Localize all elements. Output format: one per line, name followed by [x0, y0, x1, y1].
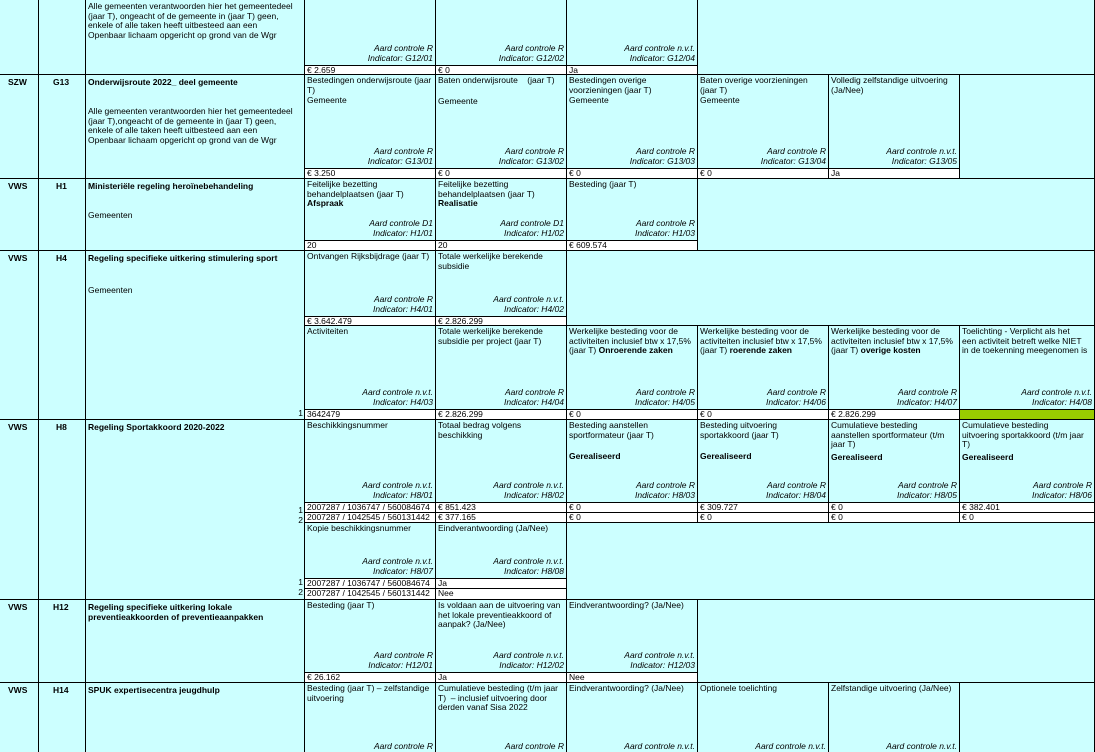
indicator-cell-h8-02 — [436, 420, 567, 503]
indicator-label: Totale werkelijke berekende subsidie per project (jaar T) — [438, 326, 543, 346]
indicator-code: Indicator: H8/01 — [372, 489, 433, 500]
value-field-h8-02-2[interactable]: € 377.165 — [436, 513, 567, 523]
indicator-code: Indicator: H4/06 — [765, 396, 826, 407]
indicator-cell-h4-06 — [698, 326, 829, 410]
value-field-h8-02-1[interactable]: € 851.423 — [436, 503, 567, 513]
control-type: Aard controle R — [766, 387, 826, 397]
indicator-cell-h14-04 — [698, 683, 829, 752]
indicator-label: Baten onderwijsroute (jaar T) — [438, 75, 555, 85]
indicator-cell-h8-07 — [305, 523, 436, 579]
control-type: Aard controle D1 — [500, 218, 564, 228]
control-type: Aard controle R — [897, 387, 957, 397]
control-type: Aard controle n.v.t. — [624, 650, 695, 660]
department-label: VWS — [8, 422, 28, 432]
indicator-code: Indicator: H4/05 — [634, 396, 695, 407]
indicator-code: Indicator: H8/05 — [896, 489, 957, 500]
indicator-cell-g12-04 — [567, 0, 698, 66]
value-field-h8-01-2[interactable]: 2007287 / 1042545 / 560131442 — [305, 513, 436, 523]
value-field-h4-04[interactable]: € 2.826.299 — [436, 410, 567, 420]
indicator-sublabel: Gerealiseerd — [962, 451, 1014, 462]
control-type: Aard controle R — [504, 740, 564, 751]
value-field-h4-07[interactable]: € 2.826.299 — [829, 410, 960, 420]
control-type: Aard controle R — [373, 294, 433, 304]
value-field-h8-07-1[interactable]: 2007287 / 1036747 / 560084674 — [305, 579, 436, 589]
indicator-cell-h4-02 — [436, 251, 567, 317]
value-field-h8-03-2[interactable]: € 0 — [567, 513, 698, 523]
indicator-code: Indicator: G13/05 — [891, 155, 957, 166]
indicator-label: Werkelijke besteding voor de activiteiten inclusief btw x 17,5% (jaar T) — [569, 326, 691, 355]
value-field-g13-01[interactable]: € 3.250 — [305, 169, 436, 179]
indicator-code: Indicator: H1/01 — [372, 227, 433, 238]
value-field-h8-03-1[interactable]: € 0 — [567, 503, 698, 513]
indicator-cell-g13-05 — [829, 75, 960, 169]
control-type: Aard controle n.v.t. — [493, 650, 564, 660]
indicator-sublabel: overige kosten — [860, 345, 921, 355]
indicator-sublabel: Onroerende zaken — [598, 345, 673, 355]
row-index: 1 — [298, 505, 303, 515]
control-type: Aard controle R — [373, 43, 433, 53]
code-cell — [39, 420, 86, 600]
value-field-h1-03[interactable]: € 609.574 — [567, 241, 698, 251]
title-cell — [86, 420, 305, 600]
value-field-h8-08-1[interactable]: Ja — [436, 579, 567, 589]
dep-cell — [0, 683, 39, 752]
value-field-h8-06-1[interactable]: € 382.401 — [960, 503, 1095, 513]
indicator-cell-h14-05 — [829, 683, 960, 752]
value-field-h8-05-2[interactable]: € 0 — [829, 513, 960, 523]
indicator-label: Besteding (jaar T) — [569, 179, 637, 189]
indicator-label: Toelichting - Verplicht als het een activiteit betreft welke NIET in de toekenning meegenomen is — [962, 326, 1088, 355]
indicator-label: Cumulatieve besteding (t/m jaar T) – inclusief uitvoering door derden vanaf Sisa 2022 — [438, 683, 559, 712]
empty-cell — [567, 251, 1095, 326]
value-field-g12-01[interactable]: € 2.659 — [305, 66, 436, 75]
regulation-description: Alle gemeenten verantwoorden hier het gemeentedeel (jaar T), ongeacht of de gemeente in (jaar T) geen, enkele of alle taken heeft uitbesteed aan een Openbaar lichaam opgericht op grond van de Wgr — [88, 1, 293, 40]
dep-cell — [0, 251, 39, 420]
control-type: Aard controle R — [635, 218, 695, 228]
indicator-sublabel: Gemeente — [569, 95, 609, 105]
control-type: Aard controle n.v.t. — [624, 43, 695, 53]
value-field-h4-08[interactable] — [960, 410, 1095, 420]
indicator-code: Indicator: H8/06 — [1031, 489, 1092, 500]
value-field-h4-01[interactable]: € 3.642.479 — [305, 317, 436, 326]
title-cell — [86, 251, 305, 420]
indicator-code: Indicator: G12/01 — [367, 52, 433, 63]
indicator-sublabel: Afspraak — [307, 198, 344, 208]
indicator-cell-h8-05 — [829, 420, 960, 503]
indicator-label: Ontvangen Rijksbijdrage (jaar T) — [307, 251, 430, 261]
indicator-label: Werkelijke besteding voor de activiteiten inclusief btw x 17,5% (jaar T) — [700, 326, 822, 355]
indicator-sublabel: Gerealiseerd — [569, 451, 621, 461]
indicator-label: Feitelijke bezetting behandelplaatsen (jaar T) — [438, 179, 535, 199]
value-field-h8-04-2[interactable]: € 0 — [698, 513, 829, 523]
value-field-h8-07-2[interactable]: 2007287 / 1042545 / 560131442 — [305, 589, 436, 600]
empty-cell — [698, 600, 1095, 683]
indicator-code: Indicator: H4/03 — [372, 396, 433, 407]
empty-cell — [960, 75, 1095, 179]
regulation-description: Alle gemeenten verantwoorden hier het gemeentedeel (jaar T),ongeacht of de gemeente in (jaar T) geen, enkele of alle taken heeft uitbesteed aan een Openbaar lichaam opgericht op grond van de Wgr — [88, 106, 293, 145]
control-type: Aard controle R — [635, 146, 695, 156]
indicator-label: Besteding (jaar T) – zelfstandige uitvoering — [307, 683, 430, 703]
indicator-cell-h14-02 — [436, 683, 567, 752]
indicator-cell-g13-03 — [567, 75, 698, 169]
indicator-sublabel: Gemeente — [438, 95, 478, 106]
control-type: Aard controle n.v.t. — [1021, 387, 1092, 397]
indicator-cell-h4-03 — [305, 326, 436, 410]
indicator-sublabel: roerende zaken — [729, 345, 792, 355]
indicator-code: Indicator: H8/02 — [503, 489, 564, 500]
indicator-label: Volledig zelfstandige uitvoering (Ja/Nee) — [831, 75, 948, 95]
value-field-h8-08-2[interactable]: Nee — [436, 589, 567, 600]
row-index: 2 — [298, 515, 303, 525]
indicator-code: Indicator: H12/01 — [368, 659, 433, 670]
regulation-title: SPUK expertisecentra jeugdhulp — [88, 685, 220, 695]
control-type: Aard controle n.v.t. — [362, 387, 433, 397]
value-field-h12-03[interactable]: Nee — [567, 673, 698, 683]
value-field-h12-02[interactable]: Ja — [436, 673, 567, 683]
row-index: 2 — [298, 587, 303, 597]
control-type: Aard controle R — [897, 480, 957, 490]
value-field-h8-01-1[interactable]: 2007287 / 1036747 / 560084674 — [305, 503, 436, 513]
indicator-code: Indicator: G12/04 — [629, 52, 695, 63]
control-type: Aard controle n.v.t. — [493, 556, 564, 566]
indicator-code: Indicator: H4/08 — [1031, 396, 1092, 407]
indicator-label: Bestedingen onderwijsroute (jaar T) — [307, 75, 432, 95]
value-field-h8-05-1[interactable]: € 0 — [829, 503, 960, 513]
value-field-h8-04-1[interactable]: € 309.727 — [698, 503, 829, 513]
dep-cell — [0, 75, 39, 179]
indicator-label: Is voldaan aan de uitvoering van het lokale preventieakkoord of aanpak? (Ja/Nee) — [438, 600, 561, 629]
indicator-cell-g13-01 — [305, 75, 436, 169]
value-field-h4-03[interactable]: 3642479 — [305, 410, 436, 420]
indicator-label: Feitelijke bezetting behandelplaatsen (jaar T) — [307, 179, 404, 199]
control-type: Aard controle n.v.t. — [755, 740, 826, 751]
indicator-label: Eindverantwoording? (Ja/Nee) — [569, 683, 684, 693]
title-cell — [86, 179, 305, 251]
indicator-cell-h8-06 — [960, 420, 1095, 503]
indicator-label: Cumulatieve besteding uitvoering sportakkoord (t/m jaar T) — [962, 420, 1084, 449]
control-type: Aard controle R — [373, 146, 433, 156]
indicator-code: Indicator: G13/03 — [629, 155, 695, 166]
indicator-label: Optionele toelichting — [700, 683, 778, 693]
department-label: VWS — [8, 685, 28, 695]
regulation-title: Regeling specifieke uitkering lokale preventieakkoorden of preventieaanpakken — [88, 602, 264, 622]
value-field-g13-05[interactable]: Ja — [829, 169, 960, 179]
dep-cell — [0, 420, 39, 600]
indicator-sublabel: Gerealiseerd — [700, 451, 752, 461]
empty-cell — [960, 683, 1095, 752]
code-cell — [39, 0, 86, 75]
regulation-code: H4 — [56, 253, 67, 263]
title-cell — [86, 683, 305, 752]
control-type: Aard controle n.v.t. — [624, 740, 695, 751]
regulation-code: G13 — [53, 77, 70, 87]
indicator-sublabel: Realisatie — [438, 198, 478, 208]
indicator-label: Activiteiten — [307, 326, 349, 336]
code-cell — [39, 75, 86, 179]
dep-cell — [0, 0, 39, 75]
control-type: Aard controle R — [504, 387, 564, 397]
code-cell — [39, 683, 86, 752]
indicator-code: Indicator: H1/02 — [503, 227, 564, 238]
indicator-cell-h1-01 — [305, 179, 436, 241]
indicator-code: Indicator: G13/02 — [498, 155, 564, 166]
department-label: VWS — [8, 602, 28, 612]
control-type: Aard controle R — [373, 740, 433, 751]
indicator-code: Indicator: G13/01 — [367, 155, 433, 166]
regulation-title: Ministeriële regeling heroïnebehandeling — [88, 181, 254, 191]
value-field-g12-02[interactable]: € 0 — [436, 66, 567, 75]
indicator-cell-h14-01 — [305, 683, 436, 752]
empty-cell — [698, 0, 1095, 75]
control-type: Aard controle R — [766, 146, 826, 156]
indicator-cell-h8-04 — [698, 420, 829, 503]
indicator-cell-h1-02 — [436, 179, 567, 241]
row-index: 1 — [298, 408, 303, 418]
indicator-cell-h12-02 — [436, 600, 567, 673]
control-type: Aard controle R — [504, 146, 564, 156]
value-field-g13-03[interactable]: € 0 — [567, 169, 698, 179]
regulation-title: Regeling specifieke uitkering stimulering sport — [88, 253, 278, 263]
indicator-label: Besteding (jaar T) — [307, 600, 375, 610]
indicator-cell-h4-07 — [829, 326, 960, 410]
indicator-sublabel: Gemeente — [700, 95, 740, 105]
control-type: Aard controle R — [373, 650, 433, 660]
department-label: VWS — [8, 181, 28, 191]
control-type: Aard controle R — [1032, 480, 1092, 490]
control-type: Aard controle R — [504, 43, 564, 53]
control-type: Aard controle R — [635, 480, 695, 490]
indicator-label: Totaal bedrag volgens beschikking — [438, 420, 522, 440]
regulation-code: H14 — [53, 685, 69, 695]
value-field-h4-05[interactable]: € 0 — [567, 410, 698, 420]
code-cell — [39, 600, 86, 683]
regulation-code: H8 — [56, 422, 67, 432]
control-type: Aard controle n.v.t. — [886, 146, 957, 156]
control-type: Aard controle n.v.t. — [362, 556, 433, 566]
indicator-code: Indicator: H1/03 — [634, 227, 695, 238]
indicator-label: Baten overige voorzieningen (jaar T) — [700, 75, 808, 95]
title-cell — [86, 75, 305, 179]
control-type: Aard controle D1 — [369, 218, 433, 228]
indicator-cell-h4-04 — [436, 326, 567, 410]
indicator-code: Indicator: G13/04 — [760, 155, 826, 166]
code-cell — [39, 251, 86, 420]
department-label: SZW — [8, 77, 27, 87]
indicator-cell-h8-01 — [305, 420, 436, 503]
indicator-code: Indicator: H4/02 — [503, 303, 564, 314]
indicator-code: Indicator: H4/04 — [503, 396, 564, 407]
value-field-g13-04[interactable]: € 0 — [698, 169, 829, 179]
indicator-cell-g12-01 — [305, 0, 436, 66]
indicator-cell-g13-04 — [698, 75, 829, 169]
title-cell — [86, 0, 305, 75]
value-field-g13-02[interactable]: € 0 — [436, 169, 567, 179]
indicator-cell-h4-08 — [960, 326, 1095, 410]
indicator-cell-h4-01 — [305, 251, 436, 317]
indicator-label: Eindverantwoording (Ja/Nee) — [438, 523, 549, 533]
regulation-code: H12 — [53, 602, 69, 612]
indicator-cell-h8-08 — [436, 523, 567, 579]
indicator-cell-h8-03 — [567, 420, 698, 503]
control-type: Aard controle R — [766, 480, 826, 490]
code-cell — [39, 179, 86, 251]
empty-cell — [567, 523, 1095, 600]
row-index: 1 — [298, 577, 303, 587]
indicator-label: Eindverantwoording? (Ja/Nee) — [569, 600, 684, 610]
regulation-code: H1 — [56, 181, 67, 191]
control-type: Aard controle n.v.t. — [493, 294, 564, 304]
indicator-label: Besteding uitvoering sportakkoord (jaar T) — [700, 420, 779, 440]
indicator-cell-h12-01 — [305, 600, 436, 673]
value-field-h4-06[interactable]: € 0 — [698, 410, 829, 420]
value-field-h8-06-2[interactable]: € 0 — [960, 513, 1095, 523]
indicator-cell-h12-03 — [567, 600, 698, 673]
indicator-label: Kopie beschikkingsnummer — [307, 523, 411, 533]
indicator-code: Indicator: H8/04 — [765, 489, 826, 500]
value-field-h1-01[interactable]: 20 — [305, 241, 436, 251]
dep-cell — [0, 600, 39, 683]
indicator-cell-h14-03 — [567, 683, 698, 752]
indicator-code: Indicator: H8/07 — [372, 565, 433, 576]
value-field-h4-02[interactable]: € 2.826.299 — [436, 317, 567, 326]
indicator-label: Besteding aanstellen sportformateur (jaar T) — [569, 420, 654, 440]
regulation-description: Gemeenten — [88, 285, 133, 295]
indicator-cell-g13-02 — [436, 75, 567, 169]
indicator-code: Indicator: H12/02 — [499, 659, 564, 670]
indicator-label: Beschikkingsnummer — [307, 420, 388, 430]
indicator-label: Zelfstandige uitvoering (Ja/Nee) — [831, 683, 952, 693]
control-type: Aard controle n.v.t. — [362, 480, 433, 490]
control-type: Aard controle n.v.t. — [886, 740, 957, 751]
indicator-label: Bestedingen overige voorzieningen (jaar T) — [569, 75, 652, 95]
indicator-code: Indicator: H4/07 — [896, 396, 957, 407]
indicator-cell-h1-03 — [567, 179, 698, 241]
indicator-cell-g12-02 — [436, 0, 567, 66]
control-type: Aard controle R — [635, 387, 695, 397]
indicator-cell-h4-05 — [567, 326, 698, 410]
control-type: Aard controle n.v.t. — [493, 480, 564, 490]
empty-cell — [698, 179, 1095, 251]
value-field-h12-01[interactable]: € 26.162 — [305, 673, 436, 683]
indicator-label: Werkelijke besteding voor de activiteiten inclusief btw x 17,5% (jaar T) — [831, 326, 953, 355]
dep-cell — [0, 179, 39, 251]
value-field-g12-04[interactable]: Ja — [567, 66, 698, 75]
indicator-code: Indicator: G12/02 — [498, 52, 564, 63]
indicator-sublabel: Gemeente — [307, 95, 347, 105]
regulation-title: Onderwijsroute 2022_ deel gemeente — [88, 77, 238, 87]
indicator-code: Indicator: H8/03 — [634, 489, 695, 500]
indicator-code: Indicator: H4/01 — [372, 303, 433, 314]
regulation-description: Gemeenten — [88, 210, 133, 220]
indicator-code: Indicator: H8/08 — [503, 565, 564, 576]
indicator-code: Indicator: H12/03 — [630, 659, 695, 670]
regulation-title: Regeling Sportakkoord 2020-2022 — [88, 422, 225, 432]
value-field-h1-02[interactable]: 20 — [436, 241, 567, 251]
indicator-label: Cumulatieve besteding aanstellen sportformateur (t/m jaar T) — [831, 420, 945, 449]
department-label: VWS — [8, 253, 28, 263]
title-cell — [86, 600, 305, 683]
indicator-label: Totale werkelijke berekende subsidie — [438, 251, 543, 271]
indicator-sublabel: Gerealiseerd — [831, 451, 883, 462]
